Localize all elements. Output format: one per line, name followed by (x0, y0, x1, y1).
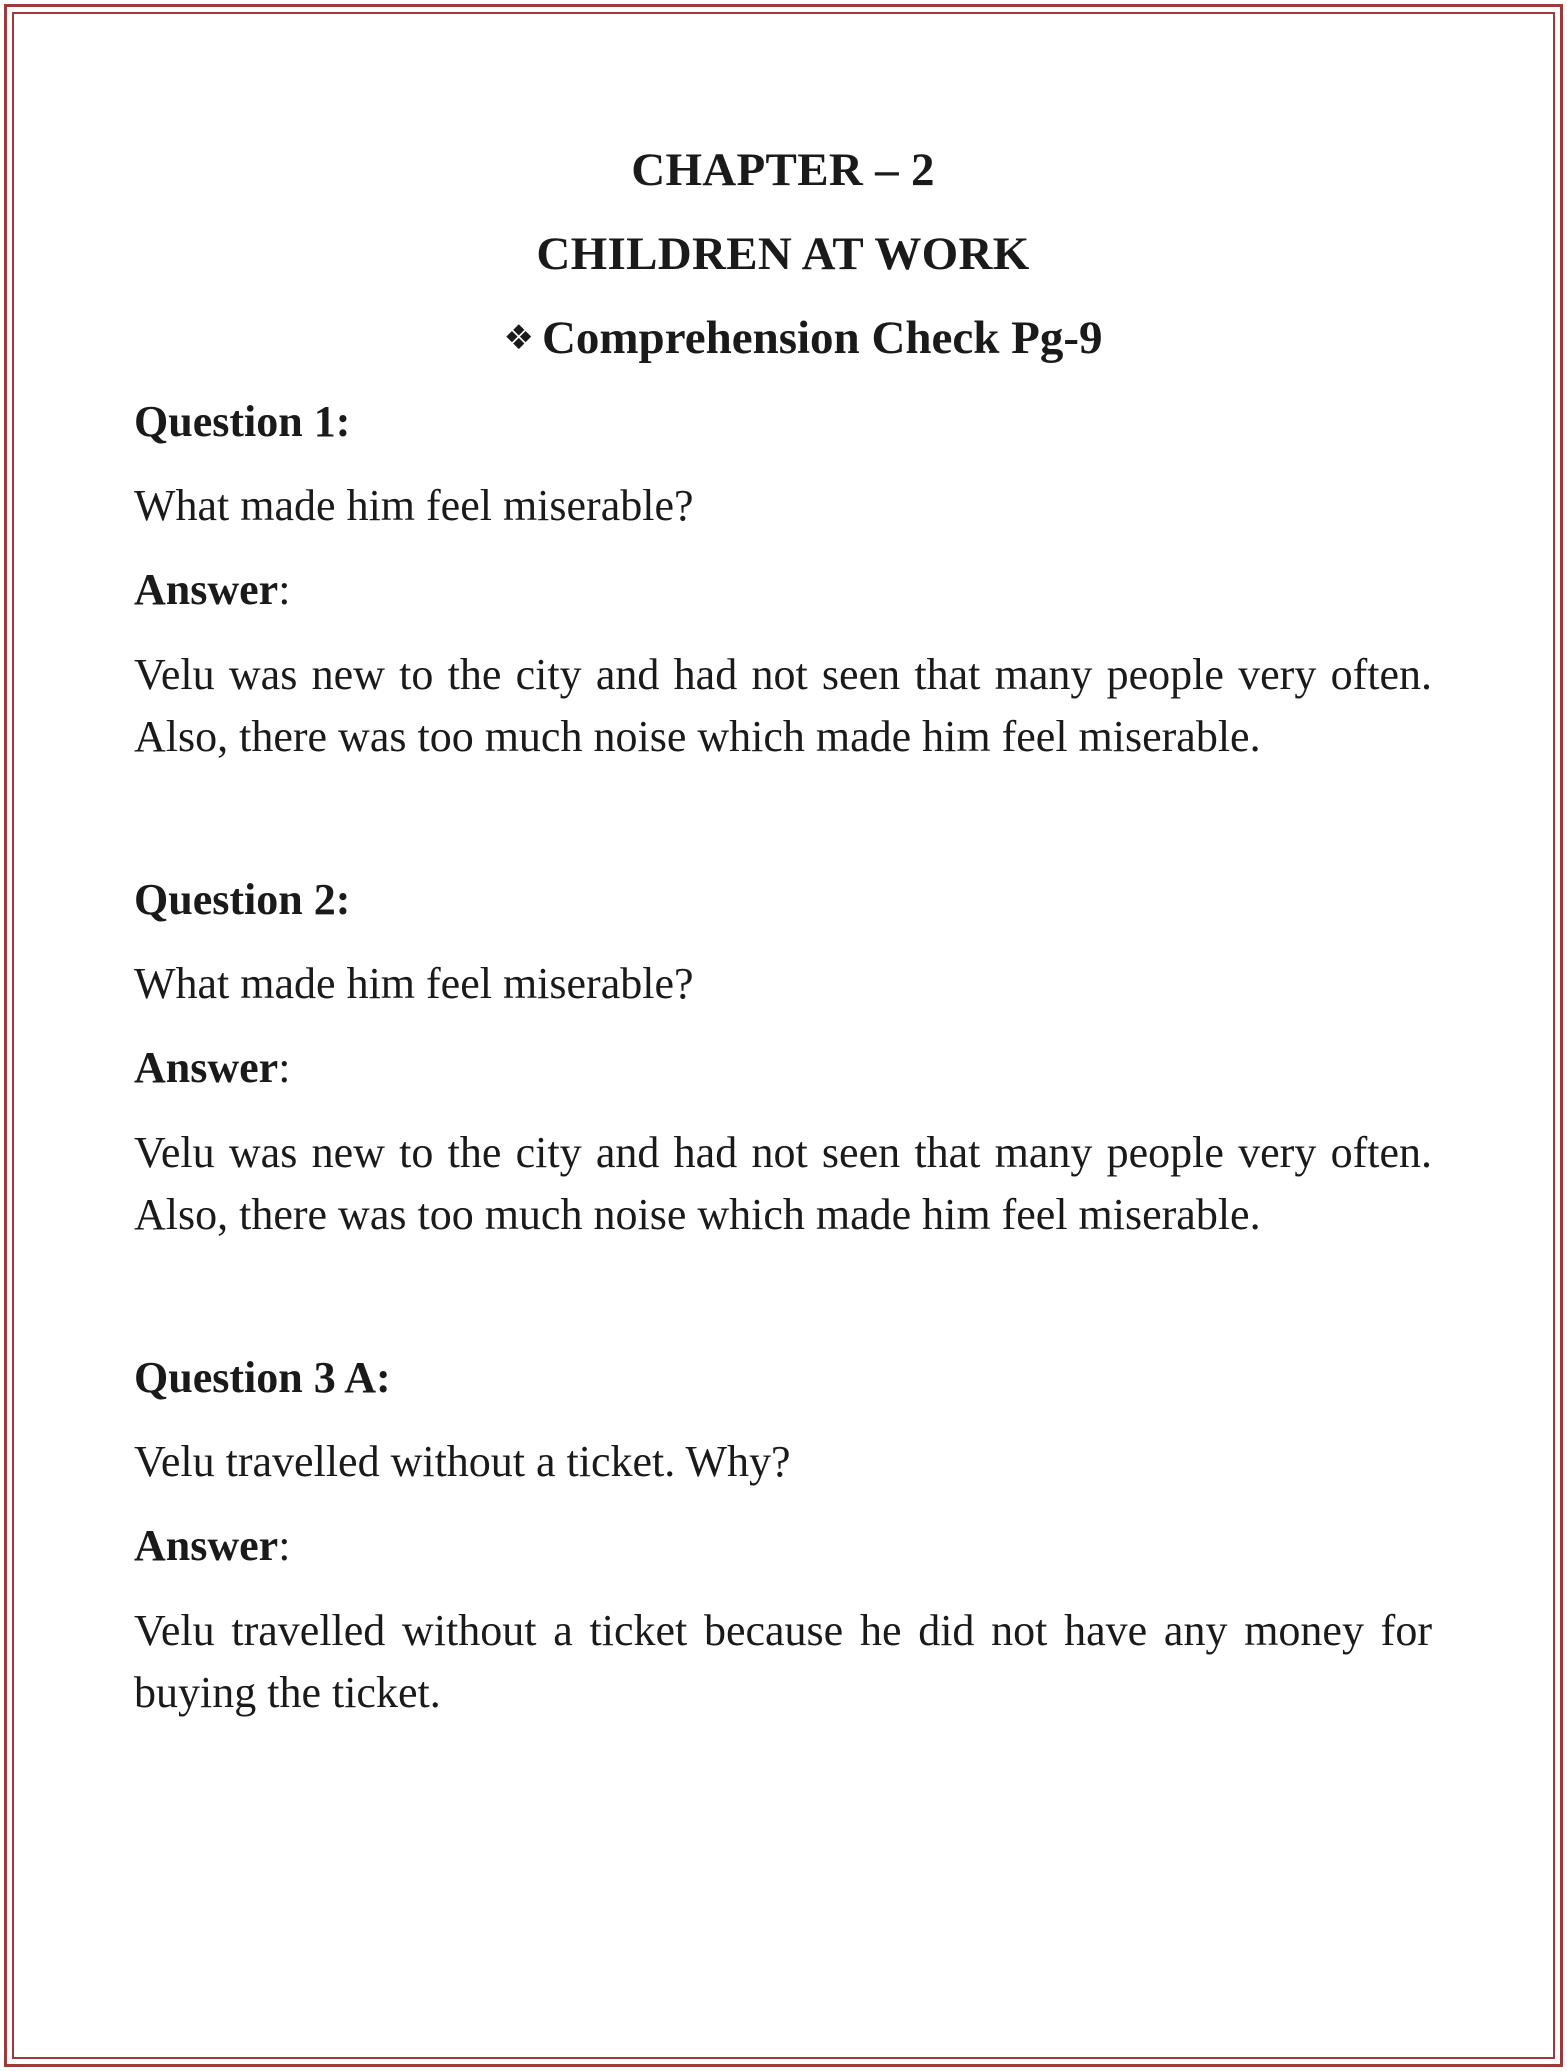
answer-text: Velu travelled without a ticket because he did not have any money for buying the ticket. (134, 1606, 1432, 1717)
chapter-heading: CHAPTER – 2 (631, 144, 935, 196)
question-heading: Question 2: (134, 875, 351, 924)
question-block-1 (134, 380, 1432, 768)
section-heading (174, 296, 1432, 380)
question-text: What made him feel miserable? (134, 959, 694, 1008)
document-body (134, 128, 1432, 1814)
section-title: Comprehension Check Pg-9 (541, 312, 1103, 364)
question-text: Velu travelled without a ticket. Why? (134, 1437, 791, 1486)
answer-heading: Answer: (134, 565, 291, 614)
answer-text: Velu was new to the city and had not seen that many people very often. Also, there was too much noise which made him feel miserable. (134, 1128, 1432, 1239)
question-heading: Question 3 A: (134, 1353, 391, 1402)
diamond-bullet-icon: ❖ (503, 318, 534, 358)
question-heading: Question 1: (134, 397, 351, 446)
answer-label: Answer (134, 565, 279, 614)
question-block-2 (134, 858, 1432, 1246)
answer-heading: Answer: (134, 1043, 291, 1092)
chapter-title: CHILDREN AT WORK (536, 228, 1030, 280)
question-text: What made him feel miserable? (134, 481, 694, 530)
answer-label: Answer (134, 1043, 279, 1092)
answer-text: Velu was new to the city and had not seen that many people very often. Also, there was too much noise which made him feel miserable. (134, 650, 1432, 761)
answer-heading: Answer: (134, 1521, 291, 1570)
question-block-3 (134, 1336, 1432, 1724)
answer-label: Answer (134, 1521, 279, 1570)
